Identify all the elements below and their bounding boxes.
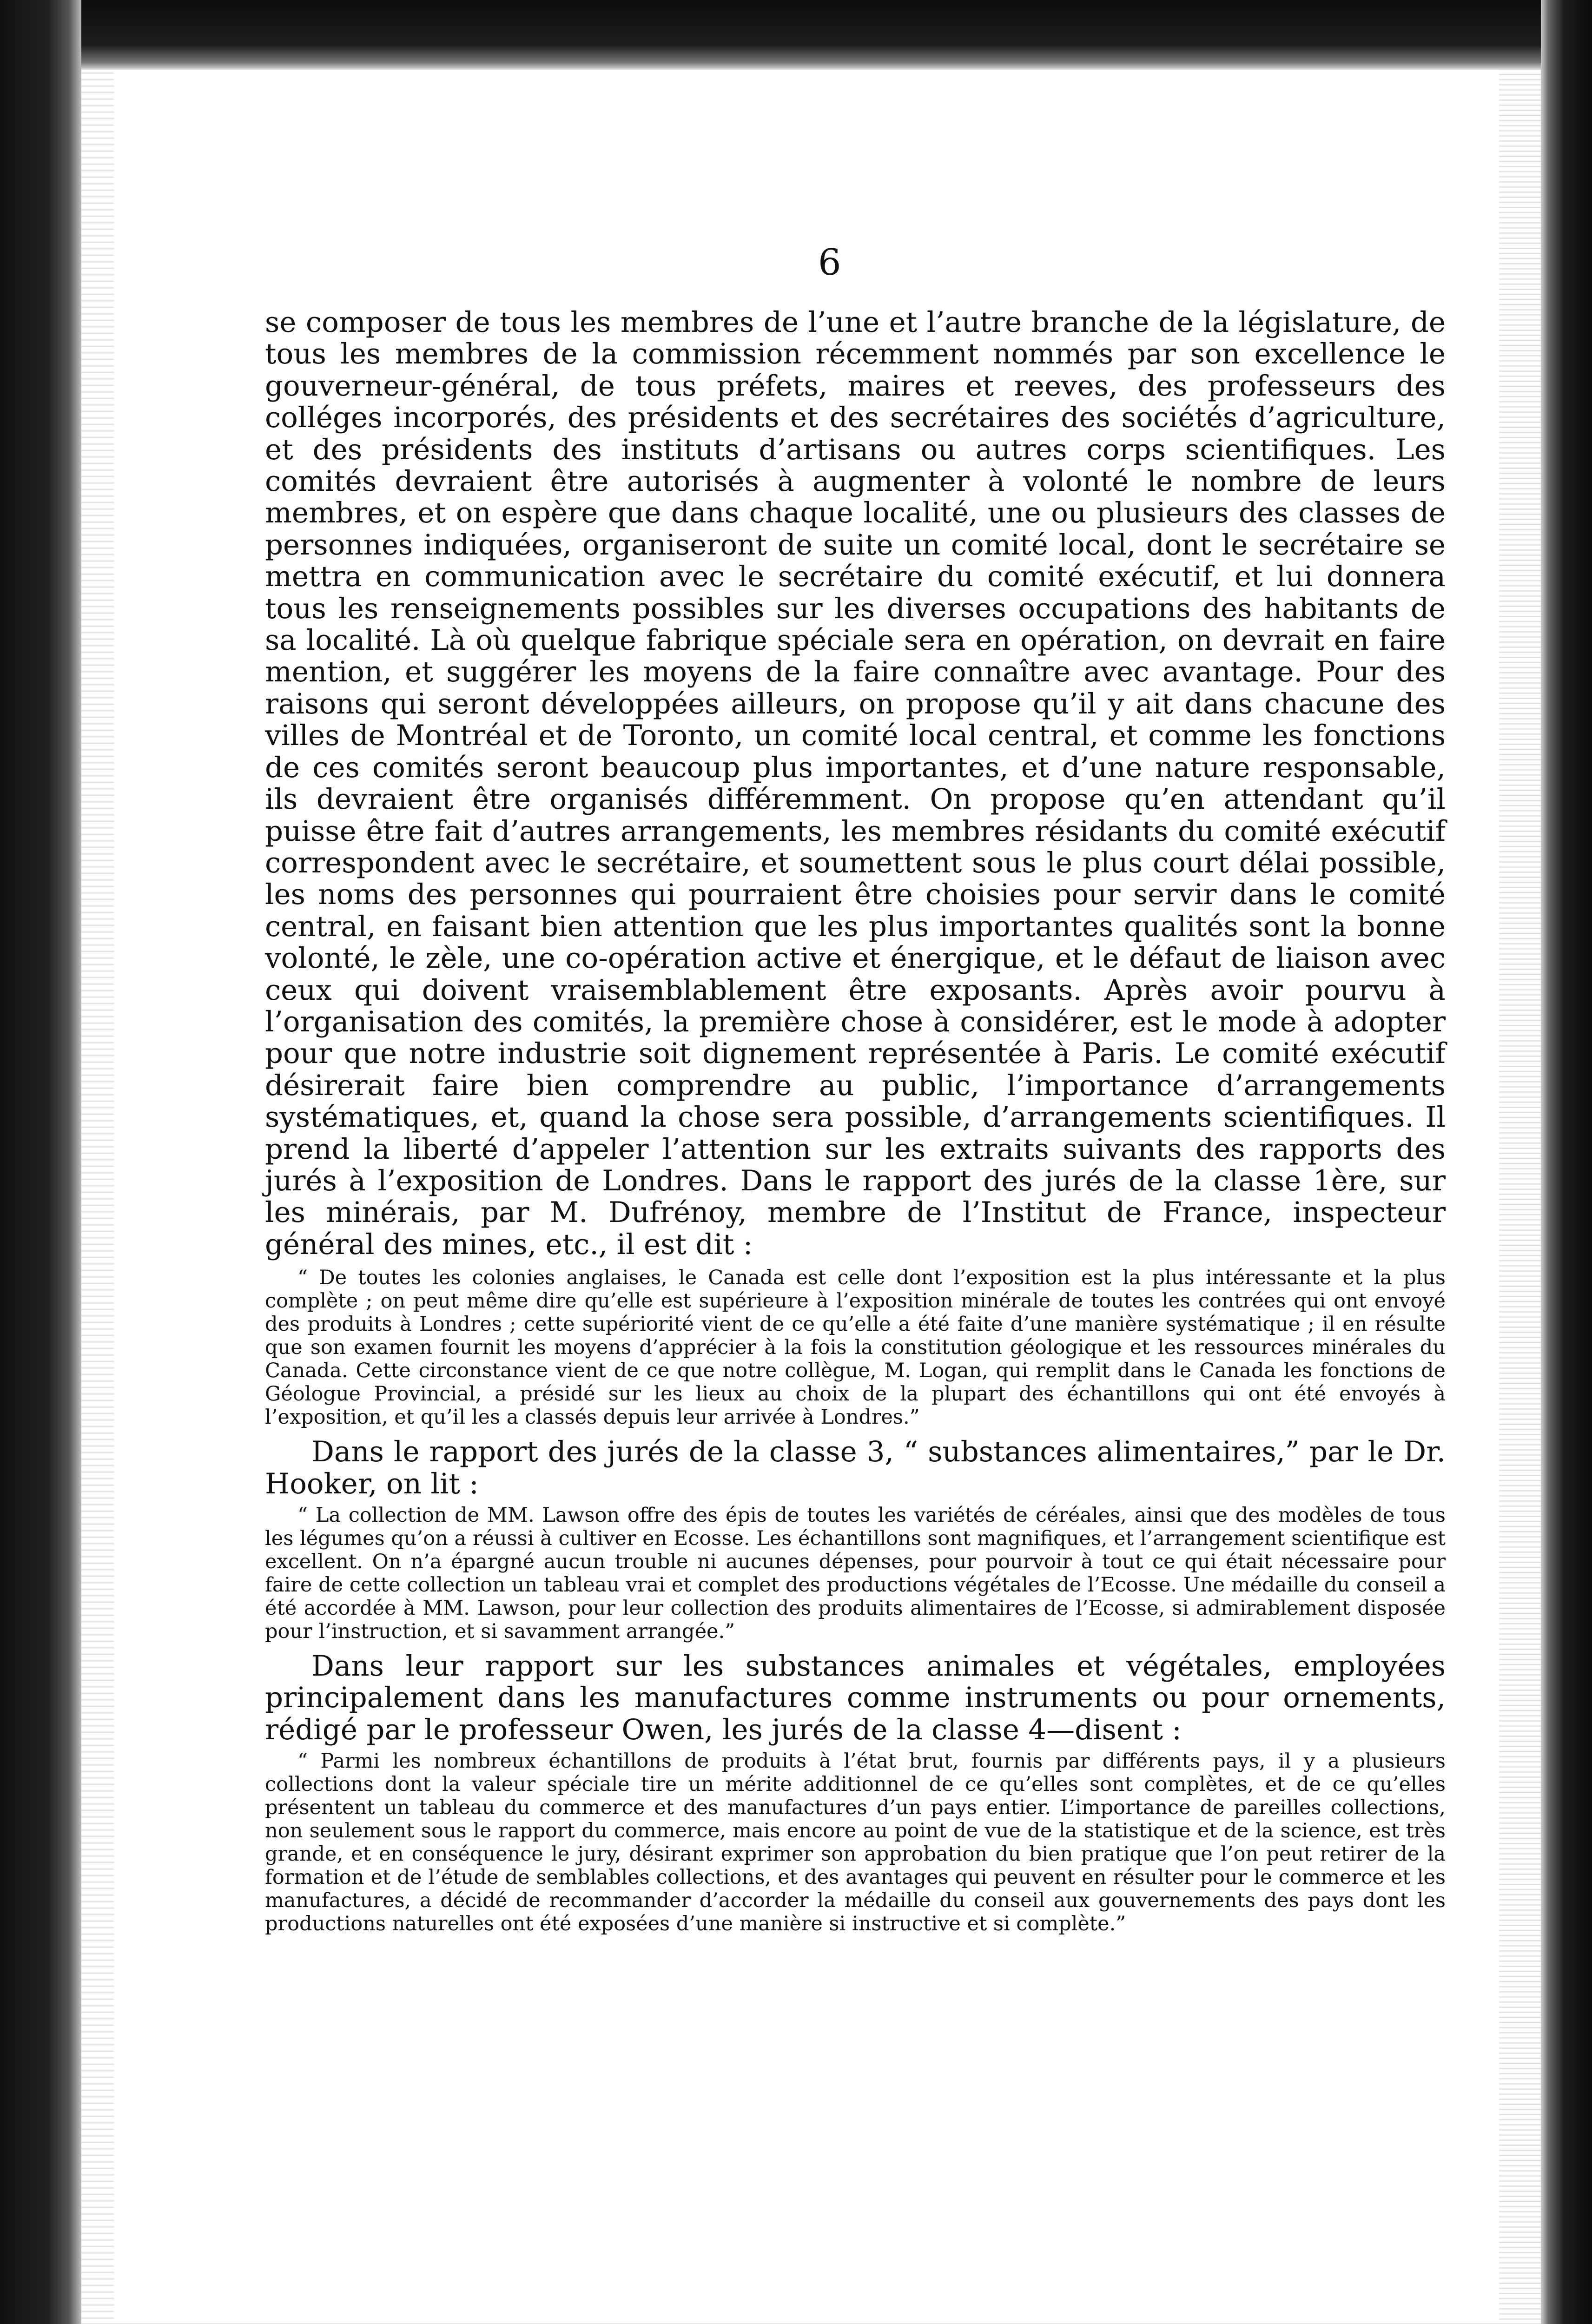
scan-border-left: [0, 0, 81, 2324]
scan-noise-right: [1499, 70, 1541, 2323]
scan-border-top: [0, 0, 1592, 70]
page-number: 6: [818, 242, 841, 284]
scan-noise-left: [81, 70, 114, 2323]
quote-owen: “ Parmi les nombreux échantillons de produits à l’état brut, fournis par différents pays, il y a plusieurs collections dont la valeur spéciale tire un mérite additionnel de ce qu’elles sont complètes, et de ce qu’elles présentent un tableau du commerce et des manufactures d’un pays entier. L’importance de pareilles collections, non seulement sous le rapport du commerce, mais encore au point de vue de la statistique et de la science, est très grande, et en conséquence le jury, désirant exprimer son approbation du bien pratique que l’on peut retirer de la formation et de l’étude de semblables collections, et des avantages qui peuvent en résulter pour le commerce et les manufactures, a décidé de recommander d’accorder la médaille du conseil aux gouvernements des pays dont les productions naturelles ont été exposées d’une manière si instructive et si complète.”: [265, 1750, 1446, 1936]
body-paragraph-3: Dans leur rapport sur les substances animales et végétales, employées principalement dans les manufactures comme instruments ou pour ornements, rédigé par le professeur Owen, les jurés de la classe 4—disent :: [265, 1650, 1446, 1746]
page-body: [265, 307, 1446, 1935]
body-paragraph-1: se composer de tous les membres de l’une et l’autre branche de la législature, de tous les membres de la commission récemment nommés par son excellence le gouverneur-général, de tous préfets, maires et reeves, des professeurs des colléges incorporés, des présidents et des secrétaires des sociétés d’agriculture, et des présidents des instituts d’artisans ou autres corps scientifiques. Les comités devraient être autorisés à augmenter à volonté le nombre de leurs membres, et on espère que dans chaque localité, une ou plusieurs des classes de personnes indiquées, organiseront de suite un comité local, dont le secrétaire se mettra en communication avec le secrétaire du comité exécutif, et lui donnera tous les renseignements possibles sur les diverses occupations des habitants de sa localité. Là où quelque fabrique spéciale sera en opération, on devrait en faire mention, et suggérer les moyens de la faire connaître avec avantage. Pour des raisons qui seront développées ailleurs, on propose qu’il y ait dans chacune des villes de Montréal et de Toronto, un comité local central, et comme les fonctions de ces comités seront beaucoup plus importantes, et d’une nature responsable, ils devraient être organisés différemment. On propose qu’en attendant qu’il puisse être fait d’autres arrangements, les membres résidants du comité exécutif correspondent avec le secrétaire, et soumettent sous le plus court délai possible, les noms des personnes qui pourraient être choisies pour servir dans le comité central, en faisant bien attention que les plus importantes qualités sont la bonne volonté, le zèle, une co-opération active et énergique, et le défaut de liaison avec ceux qui doivent vraisemblablement être exposants. Après avoir pourvu à l’organisation des comités, la première chose à considérer, est le mode à adopter pour que notre industrie soit dignement représentée à Paris. Le comité exécutif désirerait faire bien comprendre au public, l’importance d’arrangements systématiques, et, quand la chose sera possible, d’arrangements scientifiques. Il prend la liberté d’appeler l’attention sur les extraits suivants des rapports des jurés à l’exposition de Londres. Dans le rapport des jurés de la classe 1ère, sur les minérais, par M. Dufrénoy, membre de l’Institut de France, inspecteur général des mines, etc., il est dit :: [265, 306, 1446, 1261]
quote-dufrenoy: “ De toutes les colonies anglaises, le Canada est celle dont l’exposition est la plus intéressante et la plus complète ; on peut même dire qu’elle est supérieure à l’exposition minérale de toutes les contrées qui ont envoyé des produits à Londres ; cette supériorité vient de ce qu’elle a été faite d’une manière systématique ; il en résulte que son examen fournit les moyens d’apprécier à la fois la constitution géologique et les ressources minérales du Canada. Cette circonstance vient de ce que notre collègue, M. Logan, qui remplit dans le Canada les fonctions de Géologue Provincial, a présidé sur les lieux au choix de la plupart des échantillons qui ont été envoyés à l’exposition, et qu’il les a classés depuis leur arrivée à Londres.”: [265, 1266, 1446, 1429]
body-paragraph-2: Dans le rapport des jurés de la classe 3, “ substances alimentaires,” par le Dr. Hooker, on lit :: [265, 1435, 1446, 1500]
quote-hooker: “ La collection de MM. Lawson offre des épis de toutes les variétés de céréales, ainsi que des modèles de tous les légumes qu’on a réussi à cultiver en Ecosse. Les échantillons sont magnifiques, et l’arrangement scientifique est excellent. On n’a épargné aucun trouble ni aucunes dépenses, pour pourvoir à tout ce qui était nécessaire pour faire de cette collection un tableau vrai et complet des productions végétales de l’Ecosse. Une médaille du conseil a été accordée à MM. Lawson, pour leur collection des produits alimentaires de l’Ecosse, si admirablement disposée pour l’instruction, et si savamment arrangée.”: [265, 1504, 1446, 1643]
scan-border-right: [1541, 0, 1592, 2324]
